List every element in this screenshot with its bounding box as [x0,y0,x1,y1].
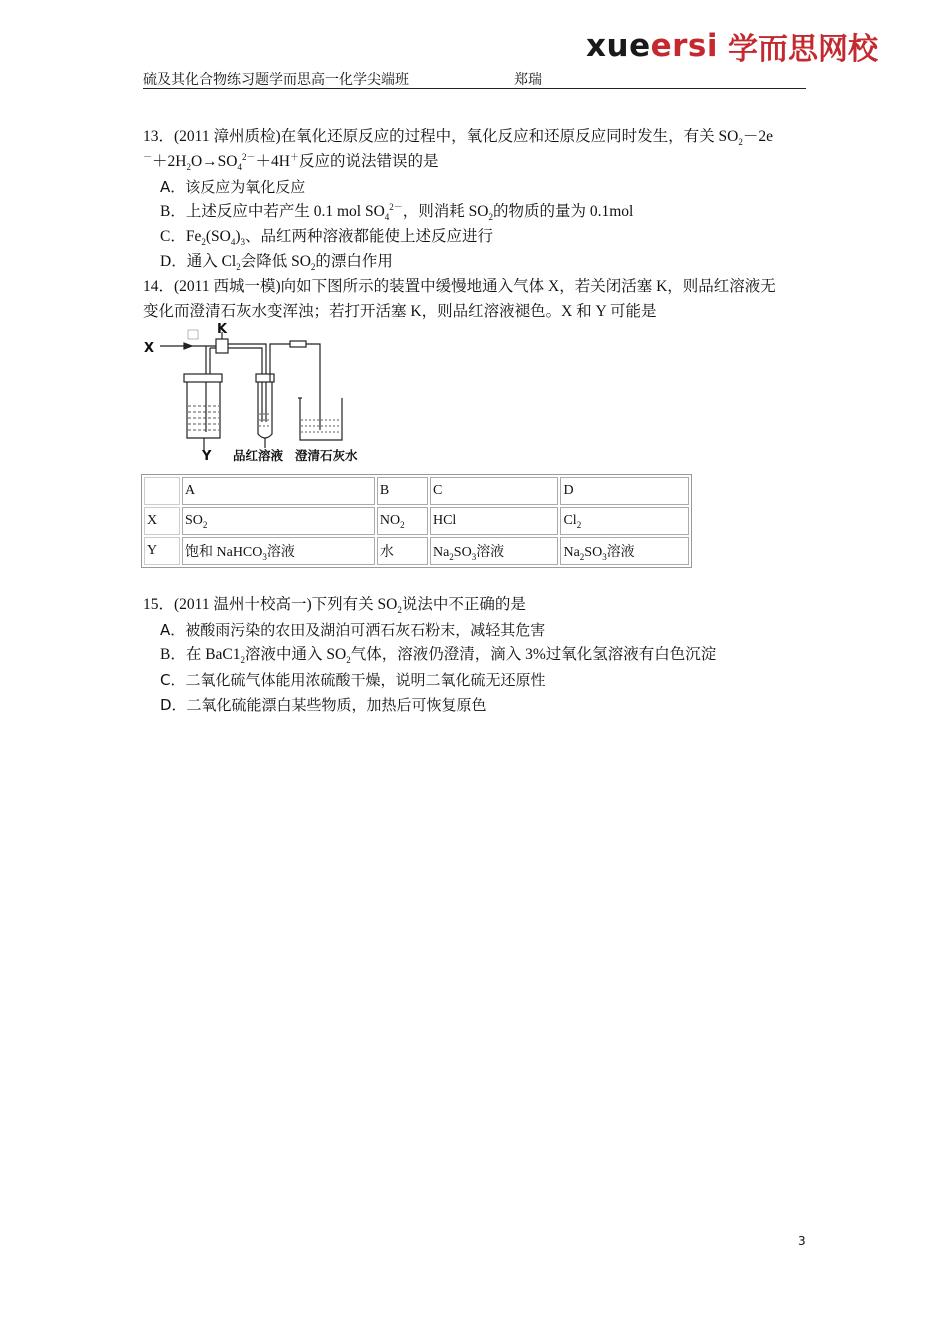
q15-stem: 15．(2011 温州十校高一)下列有关 $SO_2$说法中不正确的是 [143,596,526,616]
document-title: 硫及其化合物练习题学而思高一化学尖端班 [143,72,409,88]
logo-chinese: 学而思网校 [727,32,878,67]
document-author: 郑瑞 [514,72,542,88]
row-label-x: X [144,507,180,535]
page-number: 3 [798,1234,806,1248]
cell-y-b: 水 [377,537,428,565]
table-row-y [144,537,689,565]
limewater-beaker [300,398,342,440]
label-limewater: 澄清石灰水 [295,448,358,463]
cell-y-d: $Na_2SO_3$溶液 [560,537,689,565]
cell-x-b: $NO_2$ [377,507,428,535]
q13-option-a: A．该反应为氧化反应 [160,178,306,196]
table-row-x [144,507,689,535]
y-bottle-liquid [188,406,219,430]
row-label-y: Y [144,537,180,565]
q15-option-d: D．二氧化硫能漂白某些物质，加热后可恢复原色 [160,696,487,714]
cell-x-c: HCl [430,507,559,535]
q14-stem-line1: 14．(2011 西城一模)向如下图所示的装置中缓慢地通入气体 X，若关闭活塞 K，则品红溶液无 [143,278,776,295]
label-k: K [217,322,228,337]
label-x: X [144,341,155,356]
table-header-row [144,477,689,505]
cell-y-c: $Na_2SO_3$溶液 [430,537,559,565]
brand-logo [586,26,878,66]
q14-options-table [141,474,692,568]
header-b: B [377,477,428,505]
q13-stem-line1: 13．(2011 漳州质检)在氧化还原反应的过程中，氧化反应和还原反应同时发生，有关 $SO_2-2e$ [143,128,773,148]
table-corner [144,477,180,505]
q14-stem-line2: 变化而澄清石灰水变浑浊；若打开活塞 K，则品红溶液褪色。X 和 Y 可能是 [143,303,657,320]
header-divider [143,88,806,89]
cell-x-d: $Cl_2$ [560,507,689,535]
q15-option-c: C．二氧化硫气体能用浓硫酸干燥，说明二氧化硫无还原性 [160,671,546,689]
cell-y-a: 饱和 NaHCO$_3$溶液 [182,537,375,565]
label-y: Y [202,449,212,464]
logo-latin: xueersi [586,28,718,64]
header-d: D [560,477,689,505]
arrow-icon [184,343,192,349]
q15-option-b: B．在 $BaC1_2$溶液中通入 $SO_2$气体，溶液仍澄清，滴入 3%过氧化氢溶液有白色沉淀 [160,646,717,666]
valve-k [216,339,228,353]
q13-stem-line2: $^-+2H_2O\to SO_4^{2-}+4H^+$反应的说法错误的是 [143,151,439,173]
y-bottle-stopper [184,374,222,382]
cell-x-a: $SO_2$ [182,507,375,535]
pinhong-tube [258,382,272,438]
q13-option-d: D．通入 $Cl_2$会降低 $SO_2$的漂白作用 [160,253,393,273]
apparatus-figure [140,322,380,467]
q15-option-a: A．被酸雨污染的农田及湖泊可洒石灰石粉末，减轻其危害 [160,621,546,639]
q13-option-c: C．$Fe_2(SO_4)_3$、品红两种溶液都能使上述反应进行 [160,228,494,248]
q13-option-b: B．上述反应中若产生 0.1 mol $SO_4^{2-}$，则消耗 $SO_2$的物质的量为 0.1mol [160,201,634,223]
label-pinhong: 品红溶液 [233,448,284,463]
header-c: C [430,477,559,505]
header-a: A [182,477,375,505]
